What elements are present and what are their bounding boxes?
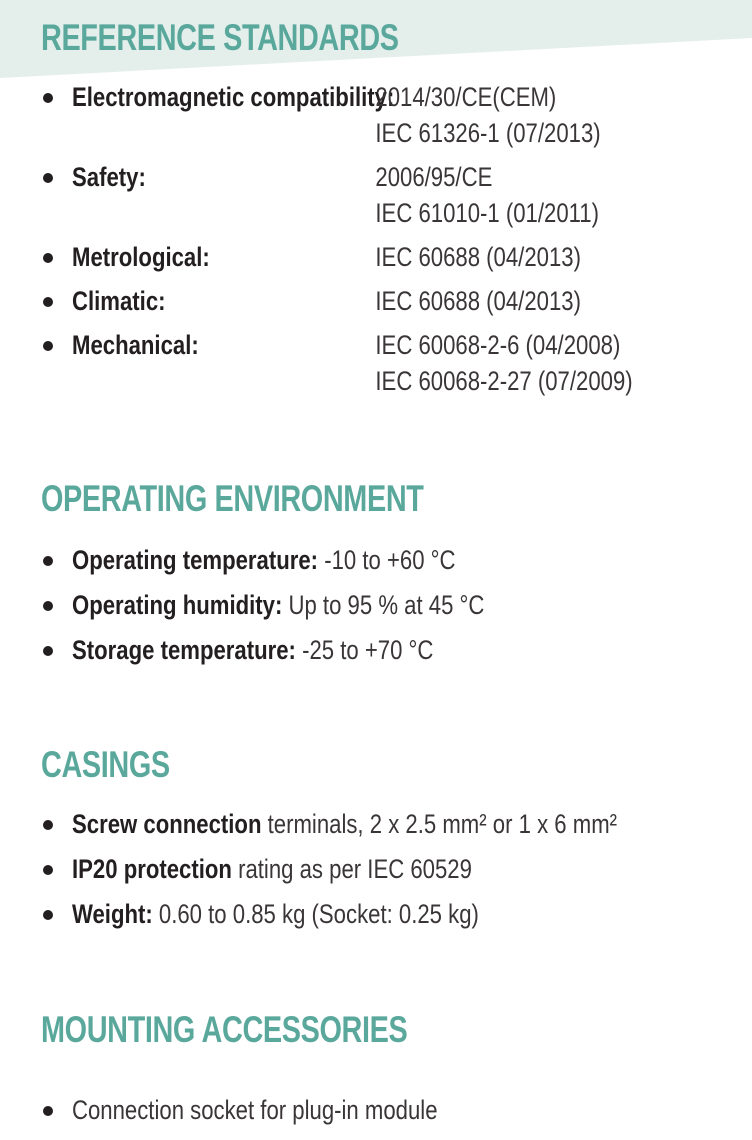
list-item-ip20-protection: [0, 851, 752, 896]
list-item-emc: [0, 79, 752, 159]
std-label: Electromagnetic compatibility:: [72, 82, 395, 112]
std-value: IEC 61326-1 (07/2013): [375, 118, 601, 148]
item-value: 0.60 to 0.85 kg (Socket: 0.25 kg): [152, 899, 479, 929]
std-value: IEC 60068-2-6 (04/2008): [375, 330, 621, 360]
section-title-operating-environment: OPERATING ENVIRONMENT: [41, 478, 424, 519]
bullet-icon: [43, 341, 53, 351]
list-item-operating-temperature: [0, 542, 752, 587]
section-title-reference-standards: REFERENCE STANDARDS: [41, 17, 399, 58]
item-label: Screw connection: [72, 809, 262, 839]
casings-list: [0, 806, 752, 941]
bullet-icon: [43, 865, 53, 875]
list-item-safety: [0, 159, 752, 239]
bullet-icon: [43, 910, 53, 920]
item-value: -25 to +70 °C: [295, 635, 434, 665]
item-value: Up to 95 % at 45 °C: [282, 590, 485, 620]
list-item-metrological: [0, 239, 752, 283]
std-value: IEC 60688 (04/2013): [375, 286, 581, 316]
std-value: IEC 61010-1 (01/2011): [375, 198, 600, 228]
bullet-icon: [43, 1106, 53, 1116]
std-value: 2006/95/CE: [375, 162, 493, 192]
operating-environment-list: [0, 542, 752, 677]
bullet-icon: [43, 297, 53, 307]
std-value: 2014/30/CE(CEM): [375, 82, 557, 112]
item-value: rating as per IEC 60529: [231, 854, 472, 884]
item-label: IP20 protection: [72, 854, 232, 884]
bullet-icon: [43, 93, 53, 103]
section-title-casings: CASINGS: [41, 744, 170, 785]
std-label: Metrological:: [72, 242, 210, 272]
list-item-screw-connection: [0, 806, 752, 851]
item-label: Operating temperature:: [72, 545, 319, 575]
list-item-climatic: [0, 283, 752, 327]
mounting-accessories-list: [0, 1092, 752, 1128]
std-label: Mechanical:: [72, 330, 199, 360]
bullet-icon: [43, 601, 53, 611]
section-title-mounting-accessories: MOUNTING ACCESSORIES: [41, 1009, 408, 1050]
bullet-icon: [43, 820, 53, 830]
bullet-icon: [43, 253, 53, 263]
list-item-mechanical: [0, 327, 752, 407]
list-item-weight: [0, 896, 752, 941]
item-label: Storage temperature:: [72, 635, 296, 665]
reference-standards-list: [0, 79, 752, 407]
std-label: Safety:: [72, 162, 146, 192]
bullet-icon: [43, 556, 53, 566]
item-label: Operating humidity:: [72, 590, 283, 620]
bullet-icon: [43, 646, 53, 656]
list-item-storage-temperature: [0, 632, 752, 677]
bullet-icon: [43, 173, 53, 183]
std-value: IEC 60068-2-27 (07/2009): [375, 366, 633, 396]
item-value: terminals, 2 x 2.5 mm² or 1 x 6 mm²: [261, 809, 618, 839]
std-label: Climatic:: [72, 286, 166, 316]
list-item-operating-humidity: [0, 587, 752, 632]
std-value: IEC 60688 (04/2013): [375, 242, 581, 272]
item-label: Weight:: [72, 899, 153, 929]
item-value: -10 to +60 °C: [318, 545, 456, 575]
item-value: Connection socket for plug-in module: [72, 1095, 438, 1125]
list-item-connection-socket: [0, 1092, 752, 1128]
